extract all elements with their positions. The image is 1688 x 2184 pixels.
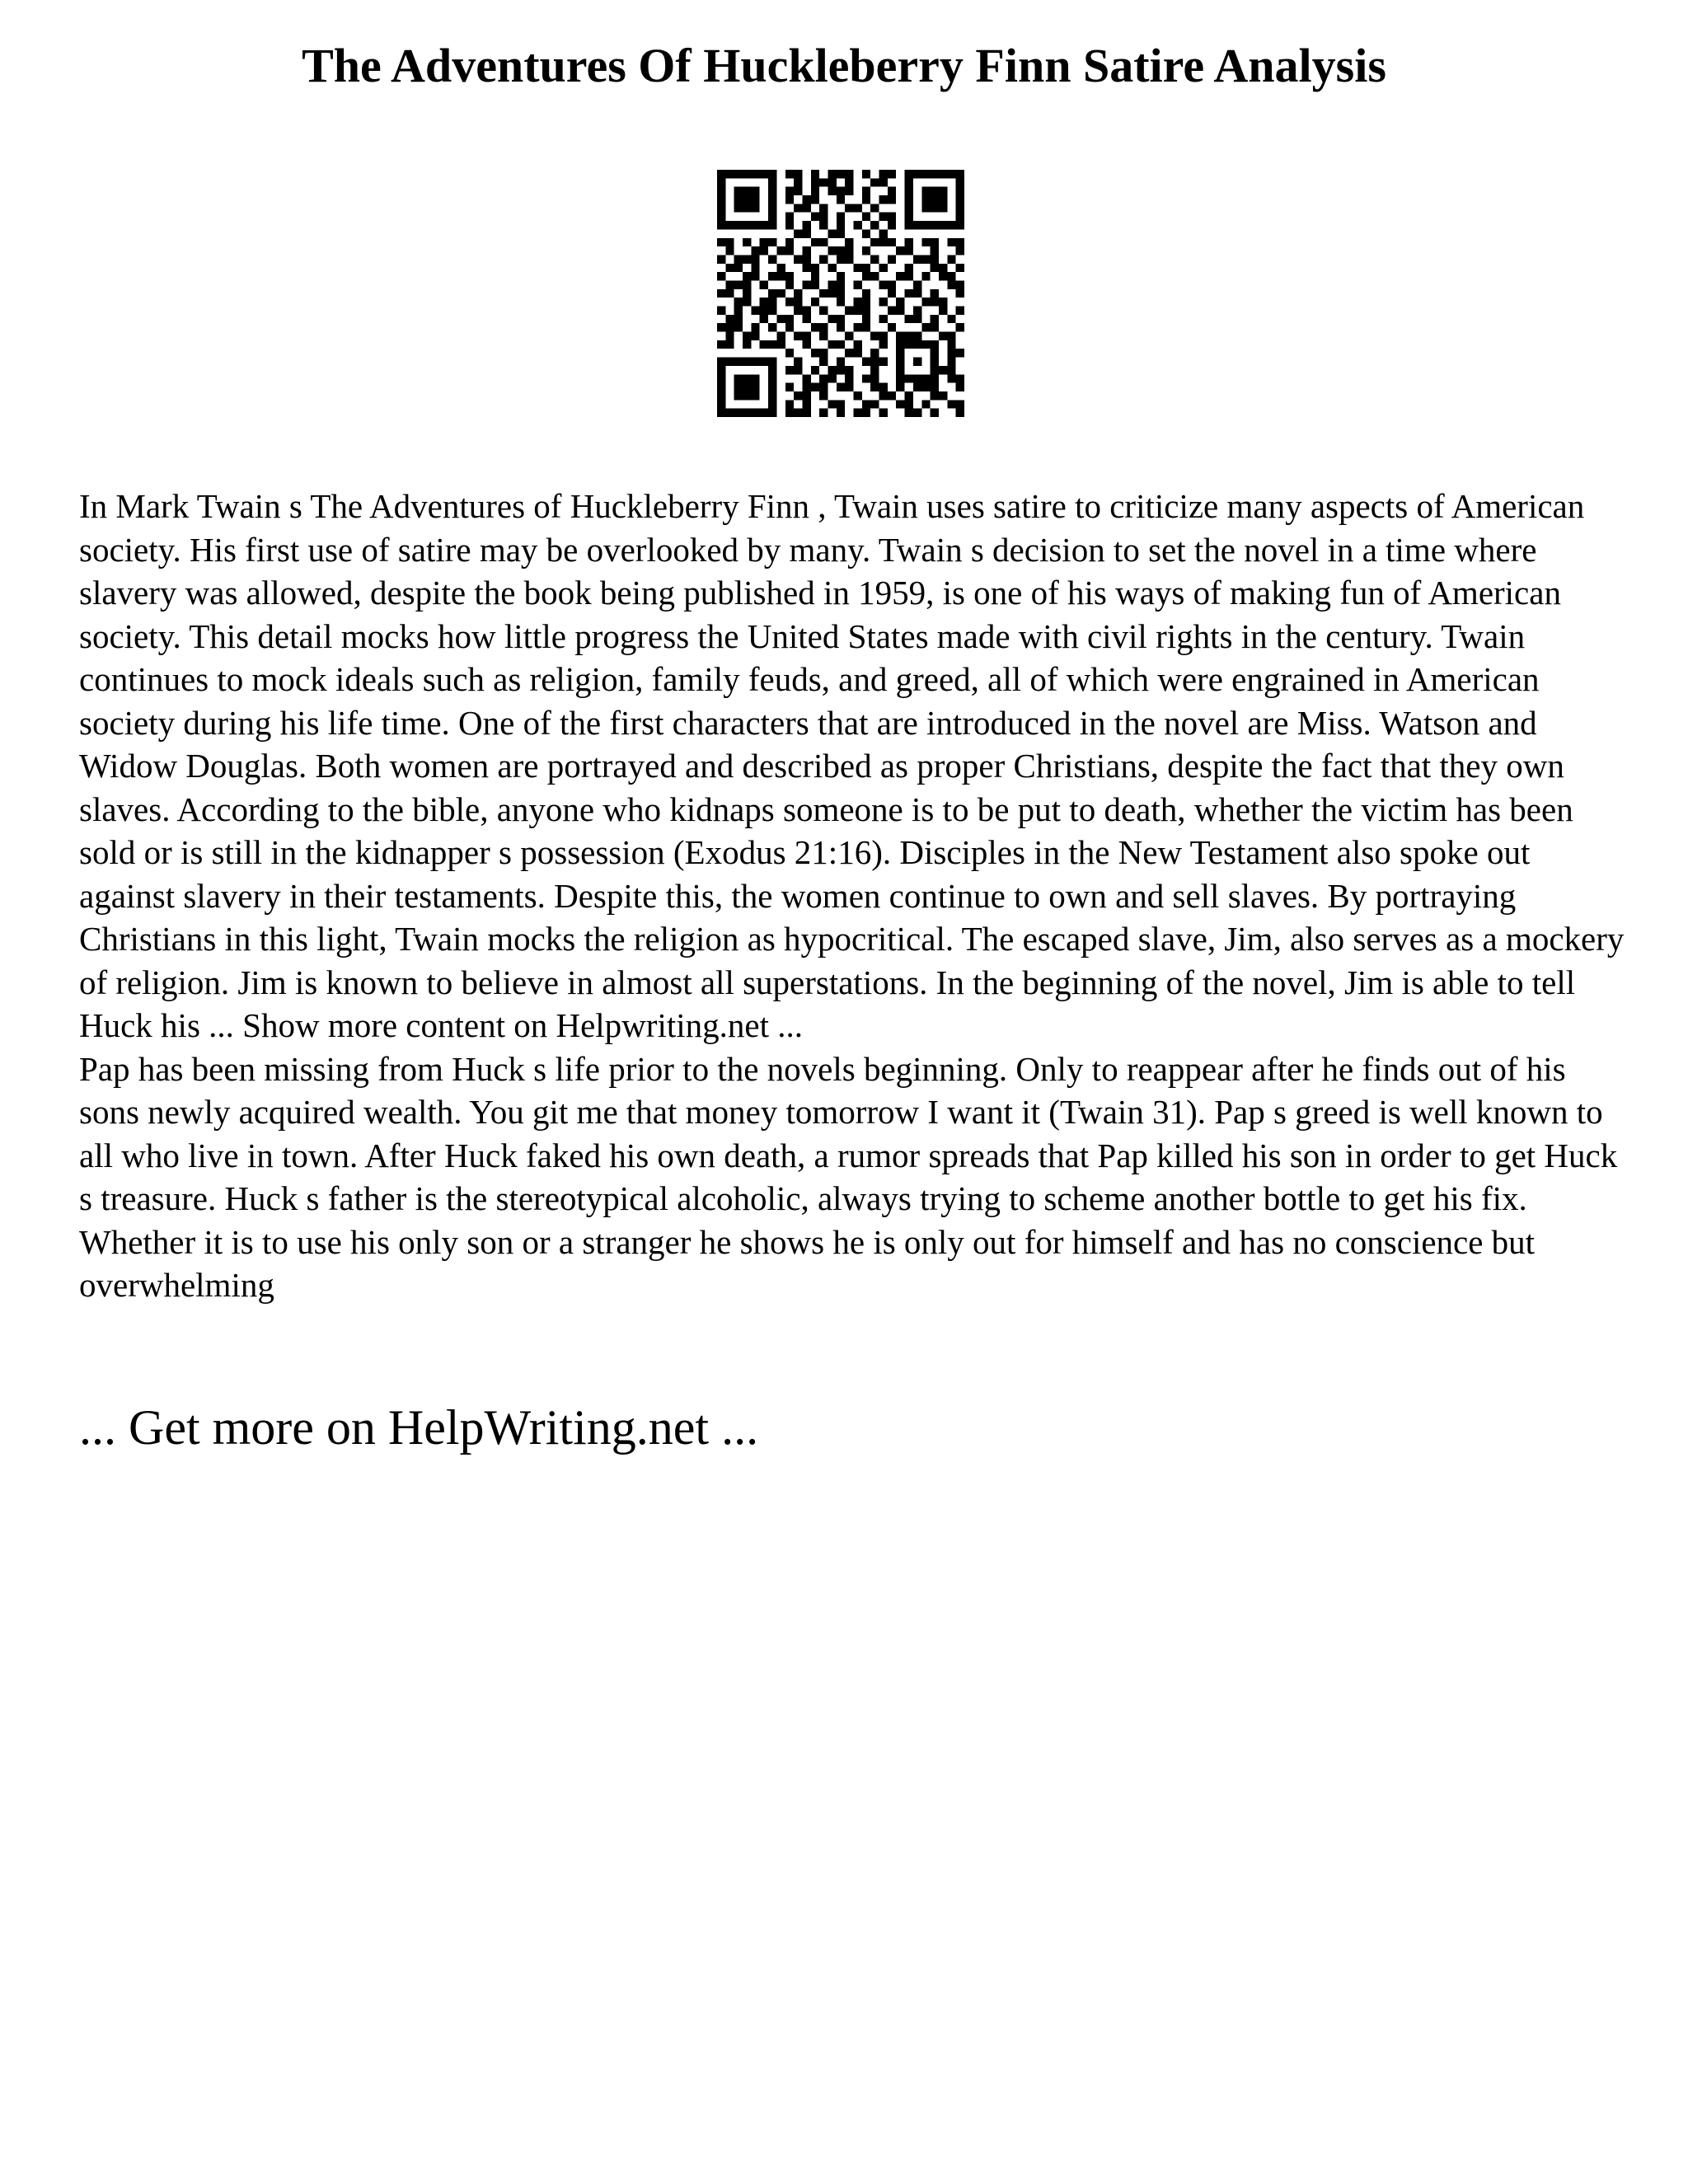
article-paragraph: Pap has been missing from Huck s life prior to the novels beginning. Only to reappear after he finds out of his sons newly acquired wealth. You git me that money tomorrow I want it (Twain 31). Pap s greed is well known to all who live in town. After Huck faked his own death, a rumor spreads that Pap killed his son in order to get Huck s treasure. Huck s father is the stereotypical alcoholic, always trying to scheme another bottle to get his fix. Whether it is to use his only son or a stranger he shows he is only out for himself and has no conscience but overwhelming xyxy=(79,1049,1618,1304)
article-body xyxy=(79,485,1629,1307)
article-paragraph: In Mark Twain s The Adventures of Huckleberry Finn , Twain uses satire to criticize many aspects of American society. His first use of satire may be overlooked by many. Twain s decision to set the novel in a time where slavery was allowed, despite the book being published in 1959, is one of his ways of making fun of American society. This detail mocks how little progress the United States made with civil rights in the century. Twain continues to mock ideals such as religion, family feuds, and greed, all of which were engrained in American society during his life time. One of the first characters that are introduced in the novel are Miss. Watson and Widow Douglas. Both women are portrayed and described as proper Christians, despite the fact that they own slaves. According to the bible, anyone who kidnaps someone is to be put to death, whether the victim has been sold or is still in the kidnapper s possession (Exodus 21:16). Disciples in the New Testament also spoke out against slavery in their testaments. Despite this, the women continue to own and sell slaves. By portraying Christians in this light, Twain mocks the religion as hypocritical. The escaped slave, Jim, also serves as a mockery of religion. Jim is known to believe in almost all superstations. In the beginning of the novel, Jim is able to tell Huck his ... Show more content on Helpwriting.net ... xyxy=(79,487,1625,1044)
qr-code-icon xyxy=(717,170,964,417)
document-title: The Adventures Of Huckleberry Finn Satire Analysis xyxy=(302,39,1386,92)
get-more-link[interactable]: ... Get more on HelpWriting.net ... xyxy=(79,1400,759,1455)
